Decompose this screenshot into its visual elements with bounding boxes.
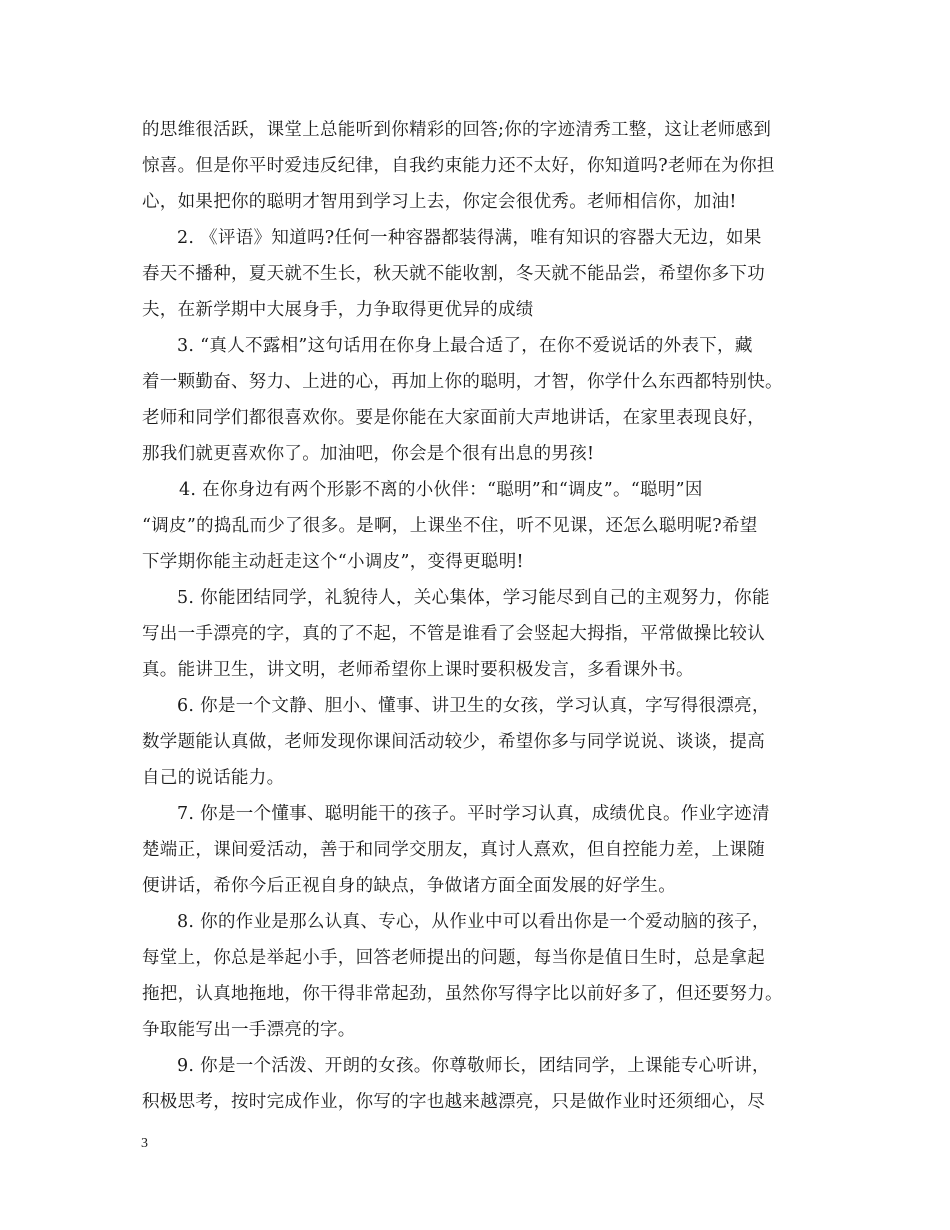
text-line: 那我们就更喜欢你了。加油吧，你会是个很有出息的男孩! xyxy=(142,444,595,464)
text-line: 9. 你是一个活泼、开朗的女孩。你尊敬师长，团结同学，上课能专心听讲， xyxy=(177,1056,770,1076)
text-line: 每堂上，你总是举起小手，回答老师提出的问题，每当你是值日生时，总是拿起 xyxy=(142,948,765,968)
text-line: 着一颗勤奋、努力、上进的心，再加上你的聪明，才智，你学什么东西都特别快。 xyxy=(142,372,783,392)
text-line: 2. 《评语》知道吗?任何一种容器都装得满，唯有知识的容器大无边，如果 xyxy=(177,228,762,248)
page-number: 3 xyxy=(141,1136,148,1151)
text-line: 5. 你能团结同学，礼貌待人，关心集体，学习能尽到自己的主观努力，你能 xyxy=(177,588,770,608)
text-line: 楚端正，课间爱活动，善于和同学交朋友，真讨人熹欢，但自控能力差，上课随 xyxy=(142,840,765,860)
text-line: 6. 你是一个文静、胆小、懂事、讲卫生的女孩，学习认真，字写得很漂亮， xyxy=(177,696,770,716)
text-line: 争取能写出一手漂亮的字。 xyxy=(142,1020,356,1040)
text-line: 的思维很活跃，课堂上总能听到你精彩的回答;你的字迹清秀工整，这让老师感到 xyxy=(142,120,772,140)
text-line: 拖把，认真地拖地，你干得非常起劲，虽然你写得字比以前好多了，但还要努力。 xyxy=(142,984,783,1004)
text-line: 8. 你的作业是那么认真、专心，从作业中可以看出你是一个爱动脑的孩子， xyxy=(177,912,770,932)
text-line: 积极思考，按时完成作业，你写的字也越来越漂亮，只是做作业时还须细心，尽 xyxy=(142,1092,765,1112)
text-line: 4. 在你身边有两个形影不离的小伙伴：“聪明”和“调皮”。“聪明”因 xyxy=(179,480,703,500)
text-line: 心，如果把你的聪明才智用到学习上去，你定会很优秀。老师相信你，加油! xyxy=(142,192,737,212)
text-line: 春天不播种，夏天就不生长，秋天就不能收割，冬天就不能品尝，希望你多下功 xyxy=(142,264,765,284)
text-line: “调皮”的捣乱而少了很多。是啊，上课坐不住，听不见课，还怎么聪明呢?希望 xyxy=(142,516,758,536)
text-line: 便讲话，希你今后正视自身的缺点，争做诸方面全面发展的好学生。 xyxy=(142,876,676,896)
text-line: 写出一手漂亮的字，真的了不起，不管是谁看了会竖起大拇指，平常做操比较认 xyxy=(142,624,765,644)
text-line: 7. 你是一个懂事、聪明能干的孩子。平时学习认真，成绩优良。作业字迹清 xyxy=(177,804,770,824)
text-line: 数学题能认真做，老师发现你课间活动较少，希望你多与同学说说、谈谈，提高 xyxy=(142,732,765,752)
text-line: 下学期你能主动赶走这个“小调皮”，变得更聪明! xyxy=(142,552,524,572)
text-line: 老师和同学们都很喜欢你。要是你能在大家面前大声地讲话，在家里表现良好， xyxy=(142,408,765,428)
text-line: 惊喜。但是你平时爱违反纪律，自我约束能力还不太好，你知道吗?老师在为你担 xyxy=(142,156,775,176)
text-line: 夫，在新学期中大展身手，力争取得更优异的成绩 xyxy=(142,300,534,320)
text-line: 3. “真人不露相”这句话用在你身上最合适了，在你不爱说话的外表下，藏 xyxy=(177,336,753,356)
text-line: 真。能讲卫生，讲文明，老师希望你上课时要积极发言，多看课外书。 xyxy=(142,660,694,680)
text-line: 自己的说话能力。 xyxy=(142,768,285,788)
